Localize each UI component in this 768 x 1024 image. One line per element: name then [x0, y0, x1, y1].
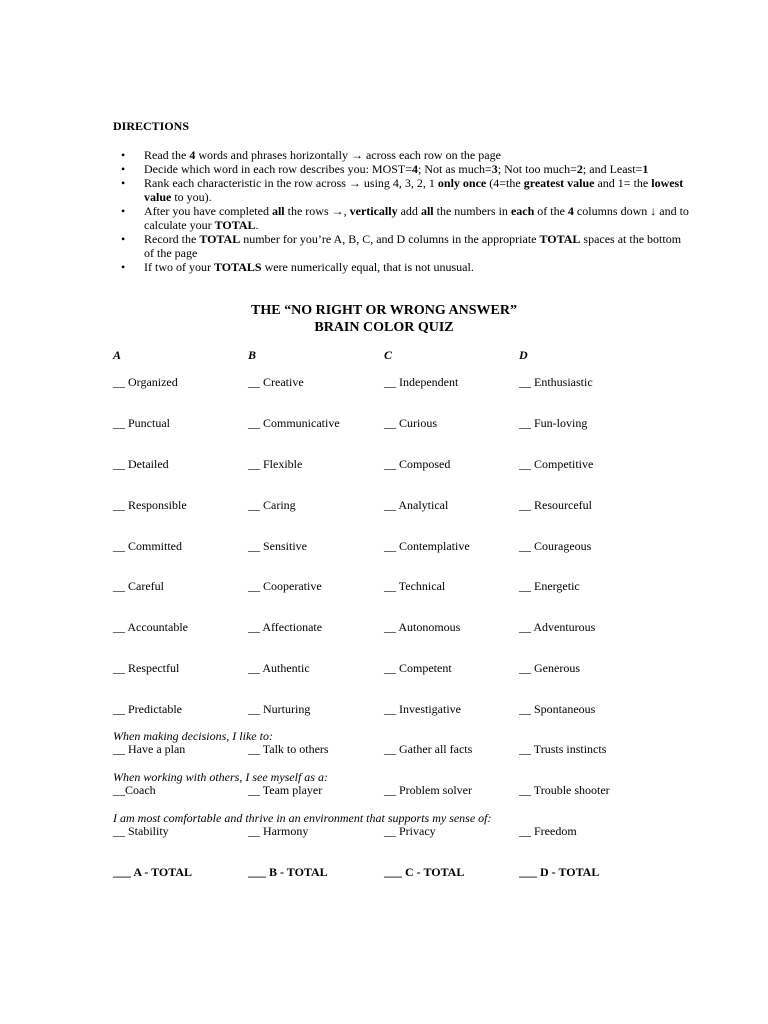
direction-text: Decide which word in each row describes you: MOST=: [144, 162, 413, 176]
trait-item[interactable]: __ Enthusiastic: [519, 375, 593, 389]
direction-text: the rows →,: [284, 204, 350, 218]
trait-item[interactable]: __ Adventurous: [519, 620, 596, 634]
trait-item[interactable]: __ Affectionate: [248, 620, 323, 634]
trait-item[interactable]: __ Spontaneous: [519, 702, 596, 716]
trait-item[interactable]: __ Authentic: [248, 661, 310, 675]
total-blank[interactable]: ___: [384, 865, 402, 879]
direction-text: (4=the: [486, 176, 524, 190]
direction-text: the numbers in: [433, 204, 511, 218]
answer-option[interactable]: __ Team player: [248, 783, 323, 797]
direction-text: 2: [576, 162, 583, 176]
direction-text: TOTAL: [199, 232, 241, 246]
trait-item[interactable]: __ Sensitive: [248, 539, 307, 553]
trait-item[interactable]: __ Cooperative: [248, 579, 322, 593]
direction-text: all: [271, 204, 285, 218]
trait-item[interactable]: __ Fun-loving: [519, 416, 588, 430]
total-blank[interactable]: ___: [248, 865, 266, 879]
total-label: C - TOTAL: [402, 865, 465, 879]
quiz-title-line-1: THE “NO RIGHT OR WRONG ANSWER”: [251, 303, 517, 318]
trait-item[interactable]: __ Competitive: [519, 457, 594, 471]
direction-text: 4: [567, 204, 574, 218]
trait-item[interactable]: __ Communicative: [248, 416, 340, 430]
total-c[interactable]: [384, 865, 464, 880]
trait-item[interactable]: __ Committed: [113, 539, 182, 553]
trait-item[interactable]: __ Organized: [113, 375, 178, 389]
direction-text: TOTALS: [213, 260, 262, 274]
question-prompt: When making decisions, I like to:: [113, 729, 273, 743]
direction-text: ; and Least=: [582, 162, 643, 176]
trait-item[interactable]: __ Punctual: [113, 416, 170, 430]
direction-text: 1: [642, 162, 649, 176]
total-blank[interactable]: ___: [113, 865, 131, 879]
trait-item[interactable]: __ Nurturing: [248, 702, 311, 716]
direction-text: ; Not too much=: [497, 162, 577, 176]
total-a[interactable]: [113, 865, 192, 880]
answer-option[interactable]: __ Harmony: [248, 824, 309, 838]
answer-option[interactable]: __ Trouble shooter: [519, 783, 610, 797]
direction-text: 4: [189, 148, 196, 162]
direction-item: [144, 162, 689, 176]
trait-item[interactable]: __ Independent: [384, 375, 459, 389]
trait-item[interactable]: __ Predictable: [113, 702, 182, 716]
direction-text: Rank each characteristic in the row across → using 4, 3, 2, 1: [144, 176, 438, 190]
answer-option[interactable]: __ Trusts instincts: [519, 742, 607, 756]
total-label: D - TOTAL: [537, 865, 600, 879]
direction-item: [144, 176, 689, 204]
trait-item[interactable]: __ Detailed: [113, 457, 169, 471]
direction-item: [144, 260, 689, 274]
trait-item[interactable]: __ Accountable: [113, 620, 188, 634]
direction-text: all: [420, 204, 434, 218]
total-label: A - TOTAL: [131, 865, 193, 879]
quiz-title-line-2: BRAIN COLOR QUIZ: [314, 320, 454, 335]
answer-option[interactable]: __ Talk to others: [248, 742, 329, 756]
trait-item[interactable]: __ Contemplative: [384, 539, 470, 553]
direction-text: number for you’re A, B, C, and D columns in the appropriate: [240, 232, 540, 246]
total-blank[interactable]: ___: [519, 865, 537, 879]
direction-text: words and phrases horizontally → across each row on the page: [195, 148, 501, 162]
direction-text: After you have completed: [144, 204, 272, 218]
column-header-a: A: [113, 348, 122, 362]
trait-item[interactable]: __ Investigative: [384, 702, 461, 716]
direction-text: and 1= the: [594, 176, 652, 190]
direction-item: [144, 148, 689, 162]
column-header-b: B: [248, 348, 257, 362]
column-header-c: C: [384, 348, 393, 362]
trait-item[interactable]: __ Curious: [384, 416, 438, 430]
answer-option[interactable]: __ Problem solver: [384, 783, 472, 797]
answer-option[interactable]: __ Have a plan: [113, 742, 186, 756]
trait-item[interactable]: __ Generous: [519, 661, 580, 675]
direction-text: each: [510, 204, 535, 218]
trait-item[interactable]: __ Analytical: [384, 498, 449, 512]
direction-text: vertically: [349, 204, 398, 218]
direction-text: If two of your: [144, 260, 214, 274]
direction-text: 4: [412, 162, 419, 176]
direction-text: TOTAL: [214, 218, 256, 232]
direction-text: only once: [437, 176, 487, 190]
trait-item[interactable]: __ Resourceful: [519, 498, 592, 512]
trait-item[interactable]: __ Caring: [248, 498, 296, 512]
direction-text: Record the: [144, 232, 200, 246]
direction-item: [144, 204, 689, 232]
trait-item[interactable]: __ Responsible: [113, 498, 187, 512]
directions-heading: DIRECTIONS: [113, 119, 190, 133]
directions-list: [113, 148, 689, 274]
direction-text: add: [397, 204, 421, 218]
trait-item[interactable]: __ Creative: [248, 375, 304, 389]
total-d[interactable]: [519, 865, 599, 880]
direction-text: lowest value: [144, 176, 684, 204]
trait-item[interactable]: __ Courageous: [519, 539, 592, 553]
answer-option[interactable]: __ Gather all facts: [384, 742, 473, 756]
direction-text: TOTAL: [539, 232, 581, 246]
trait-item[interactable]: __ Competent: [384, 661, 452, 675]
trait-item[interactable]: __ Autonomous: [384, 620, 461, 634]
answer-option[interactable]: __ Stability: [113, 824, 169, 838]
direction-text: .: [255, 218, 259, 232]
total-b[interactable]: [248, 865, 328, 880]
trait-item[interactable]: __ Flexible: [248, 457, 303, 471]
direction-text: of the: [534, 204, 568, 218]
direction-text: ; Not as much=: [418, 162, 492, 176]
direction-text: 3: [491, 162, 498, 176]
direction-text: to you).: [171, 190, 212, 204]
trait-item[interactable]: __ Technical: [384, 579, 446, 593]
direction-text: Read the: [144, 148, 190, 162]
direction-text: greatest value: [523, 176, 595, 190]
trait-item[interactable]: __ Respectful: [113, 661, 180, 675]
direction-text: columns down ↓ and to calculate your: [144, 204, 689, 232]
answer-option[interactable]: __ Privacy: [384, 824, 436, 838]
direction-text: spaces at the bottom of the page: [144, 232, 682, 260]
trait-item[interactable]: __ Careful: [113, 579, 164, 593]
total-label: B - TOTAL: [266, 865, 328, 879]
question-prompt: I am most comfortable and thrive in an environment that supports my sense of:: [113, 811, 492, 825]
direction-item: [144, 232, 689, 260]
question-prompt: When working with others, I see myself as a:: [113, 770, 328, 784]
direction-text: were numerically equal, that is not unusual.: [261, 260, 474, 274]
trait-item[interactable]: __ Composed: [384, 457, 451, 471]
answer-option[interactable]: __ Freedom: [519, 824, 577, 838]
trait-item[interactable]: __ Energetic: [519, 579, 580, 593]
answer-option[interactable]: __Coach: [113, 783, 156, 797]
column-header-d: D: [519, 348, 528, 362]
